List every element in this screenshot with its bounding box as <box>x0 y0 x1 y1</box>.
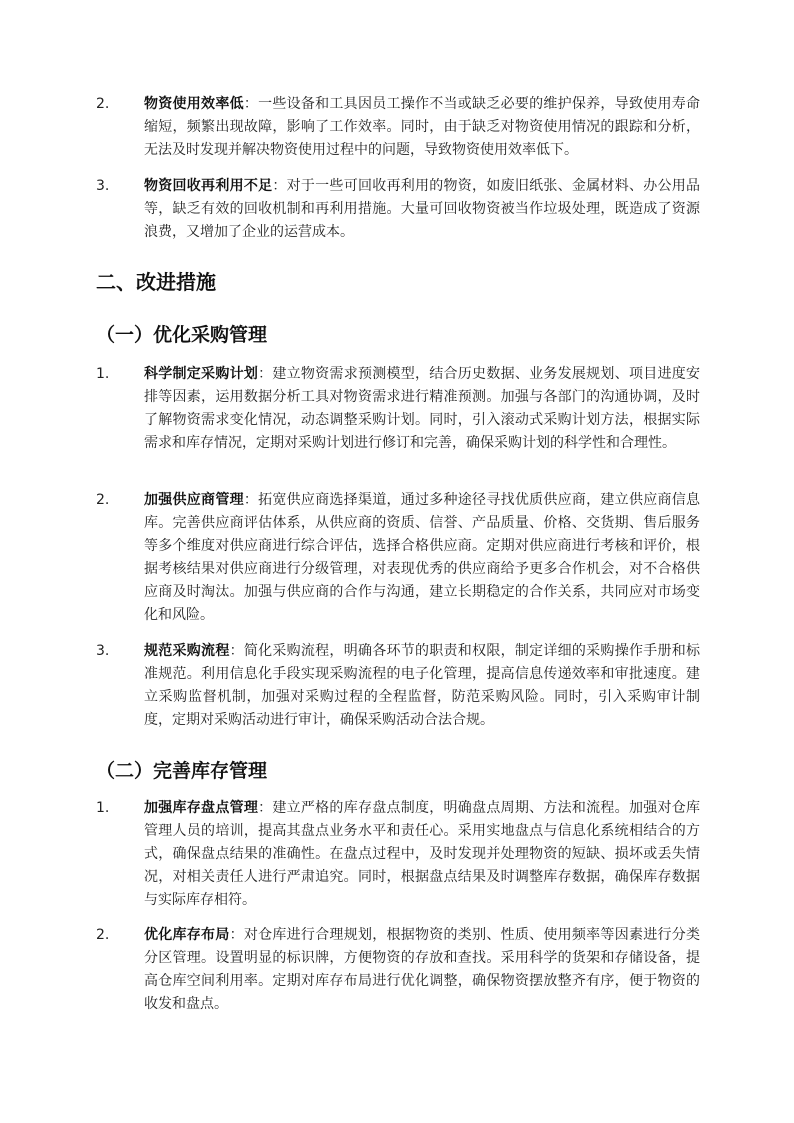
list-number: 1. <box>96 366 110 382</box>
list-term: 物资回收再利用不足 <box>144 178 273 194</box>
list-text <box>144 797 700 912</box>
list-number: 2. <box>96 492 110 508</box>
list-body: ：一些设备和工具因员工操作不当或缺乏必要的维护保养，导致使用寿命缩短，频繁出现故障，影响了工作效率。同时，由于缺乏对物资使用情况的跟踪和分析，无法及时发现并解决物资使用过程中的问题，导致物资使用效率低下。 <box>144 96 700 158</box>
list-item <box>96 640 700 732</box>
list-body: ：对于一些可回收再利用的物资，如废旧纸张、金属材料、办公用品等，缺乏有效的回收机制和再利用措施。大量可回收物资被当作垃圾处理，既造成了资源浪费，又增加了企业的运营成本。 <box>144 178 701 240</box>
list-term: 加强库存盘点管理 <box>144 800 259 816</box>
list-item <box>96 797 700 912</box>
list-number: 1. <box>96 800 110 816</box>
list-item <box>96 93 700 162</box>
list-number: 3. <box>96 643 110 659</box>
subsection-heading: （一）优化采购管理 <box>96 324 268 346</box>
list-number: 3. <box>96 178 110 194</box>
section-heading: 二、改进措施 <box>96 270 216 294</box>
list-item <box>96 489 700 627</box>
list-number: 2. <box>96 927 110 943</box>
list-text <box>144 640 700 732</box>
subsection-heading: （二）完善库存管理 <box>96 760 268 782</box>
list-term: 加强供应商管理 <box>144 492 244 508</box>
list-text <box>144 924 700 1016</box>
list-term: 科学制定采购计划 <box>144 366 259 382</box>
list-number: 2. <box>96 96 110 112</box>
list-term: 规范采购流程 <box>144 643 230 659</box>
list-body: ：对仓库进行合理规划，根据物资的类别、性质、使用频率等因素进行分类分区管理。设置明显的标识牌，方便物资的存放和查找。采用科学的货架和存储设备，提高仓库空间利用率。定期对库存布局进行优化调整，确保物资摆放整齐有序，便于物资的收发和盘点。 <box>144 927 701 1012</box>
list-term: 优化库存布局 <box>144 927 230 943</box>
list-body: ：拓宽供应商选择渠道，通过多种途径寻找优质供应商，建立供应商信息库。完善供应商评估体系，从供应商的资质、信誉、产品质量、价格、交货期、售后服务等多个维度对供应商进行综合评估，选择合格供应商。定期对供应商进行考核和评价，根据考核结果对供应商进行分级管理，对表现优秀的供应商给予更多合作机会，对不合格供应商及时淘汰。加强与供应商的合作与沟通，建立长期稳定的合作关系，共同应对市场变化和风险。 <box>144 492 700 623</box>
list-text <box>144 93 700 162</box>
list-text <box>144 363 700 455</box>
list-item <box>96 363 700 455</box>
list-item <box>96 924 700 1016</box>
list-text <box>144 489 700 627</box>
list-text <box>144 175 700 244</box>
list-body: ：建立严格的库存盘点制度，明确盘点周期、方法和流程。加强对仓库管理人员的培训，提高其盘点业务水平和责任心。采用实地盘点与信息化系统相结合的方式，确保盘点结果的准确性。在盘点过程中，及时发现并处理物资的短缺、损坏或丢失情况，对相关责任人进行严肃追究。同时，根据盘点结果及时调整库存数据，确保库存数据与实际库存相符。 <box>144 800 701 908</box>
list-body: ：建立物资需求预测模型，结合历史数据、业务发展规划、项目进度安排等因素，运用数据分析工具对物资需求进行精准预测。加强与各部门的沟通协调，及时了解物资需求变化情况，动态调整采购计划。同时，引入滚动式采购计划方法，根据实际需求和库存情况，定期对采购计划进行修订和完善，确保采购计划的科学性和合理性。 <box>144 366 701 451</box>
list-term: 物资使用效率低 <box>144 96 244 112</box>
list-item <box>96 175 700 244</box>
list-body: ：简化采购流程，明确各环节的职责和权限，制定详细的采购操作手册和标准规范。利用信息化手段实现采购流程的电子化管理，提高信息传递效率和审批速度。建立采购监督机制，加强对采购过程的全程监督，防范采购风险。同时，引入采购审计制度，定期对采购活动进行审计，确保采购活动合法合规。 <box>144 643 701 728</box>
